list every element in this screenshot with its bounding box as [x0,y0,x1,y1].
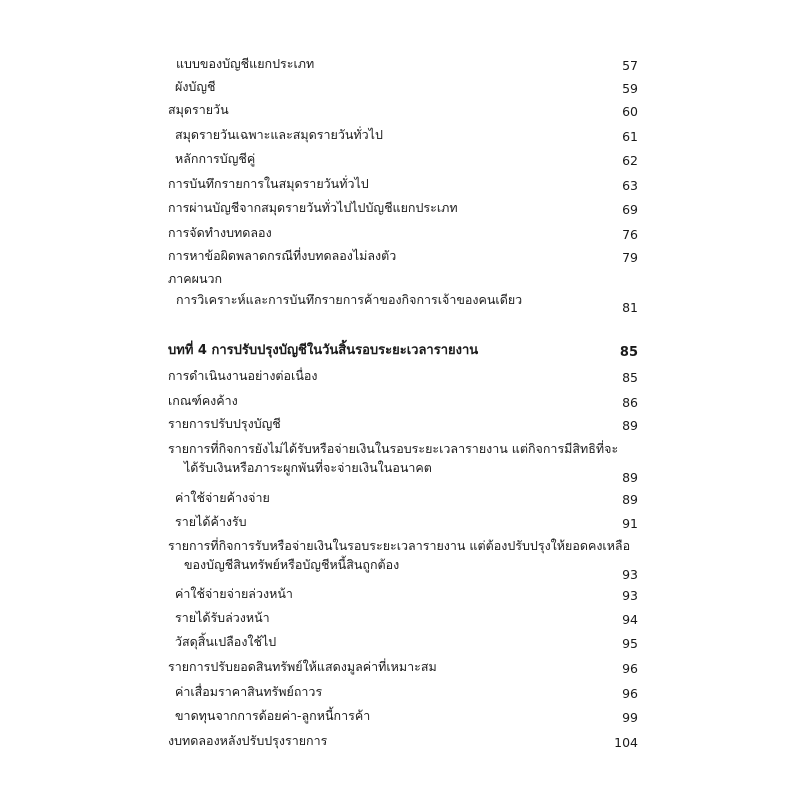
toc-entry-page: 104 [614,735,638,750]
toc-entry-page: 95 [622,636,638,651]
toc-entry-page: 79 [622,250,638,265]
toc-entry-title: ค่าใช้จ่ายจ่ายล่วงหน้า [175,586,293,601]
toc-entry-page: 60 [622,104,638,119]
chapter-title: บทที่ 4 การปรับปรุงบัญชีในวันสิ้นรอบระยะเวลารายงาน [168,343,479,358]
toc-entry-title: ของบัญชีสินทรัพย์หรือบัญชีหนี้สินถูกต้อง [184,557,400,572]
toc-entry-page: 85 [622,370,638,385]
toc-entry-title: รายได้ค้างรับ [175,514,247,529]
toc-entry-page: 93 [622,567,638,582]
toc-entry-title: ขาดทุนจากการด้อยค่า-ลูกหนี้การค้า [175,708,371,723]
toc-entry-page: 86 [622,395,638,410]
toc-entry-page: 89 [622,418,638,433]
toc-entry-page: 89 [622,470,638,485]
toc-entry-page: 63 [622,178,638,193]
toc-entry-page: 57 [622,58,638,73]
toc-entry-title: วัสดุสิ้นเปลืองใช้ไป [175,634,277,649]
toc-entry-title: ค่าเสื่อมราคาสินทรัพย์ถาวร [175,684,323,699]
toc-entry-page: 96 [622,661,638,676]
toc-entry-title: สมุดรายวัน [168,102,229,117]
toc-entry-page: 81 [622,300,638,315]
toc-entry-title: งบทดลองหลังปรับปรุงรายการ [168,733,328,748]
toc-entry-title: ผังบัญชี [175,79,216,94]
toc-entry-title: ค่าใช้จ่ายค้างจ่าย [175,490,270,505]
toc-entry-title: ได้รับเงินหรือภาระผูกพันที่จะจ่ายเงินในอนาคต [184,460,432,475]
toc-entry-title: การวิเคราะห์และการบันทึกรายการค้าของกิจการเจ้าของคนเดียว [176,292,523,307]
toc-entry-page: 59 [622,81,638,96]
toc-entry-title: แบบของบัญชีแยกประเภท [176,56,315,71]
toc-entry-page: 91 [622,516,638,531]
toc-entry-title: การหาข้อผิดพลาดกรณีที่งบทดลองไม่ลงตัว [168,248,397,263]
toc-entry-title: รายการที่กิจการยังไม่ได้รับหรือจ่ายเงินในรอบระยะเวลารายงาน แต่กิจการมีสิทธิที่จะ [168,441,619,456]
toc-entry-title: การดำเนินงานอย่างต่อเนื่อง [168,368,318,383]
toc-entry-page: 76 [622,227,638,242]
toc-entry-page: 94 [622,612,638,627]
toc-entry-title: การผ่านบัญชีจากสมุดรายวันทั่วไปไปบัญชีแยกประเภท [168,200,458,215]
toc-entry-title: เกณฑ์คงค้าง [168,393,238,408]
toc-entry-page: 85 [619,345,638,360]
toc-entry-page: 96 [622,686,638,701]
toc-entry-title: สมุดรายวันเฉพาะและสมุดรายวันทั่วไป [175,127,383,142]
toc-entry-page: 61 [622,129,638,144]
toc-entry-title: รายการที่กิจการรับหรือจ่ายเงินในรอบระยะเวลารายงาน แต่ต้องปรับปรุงให้ยอดคงเหลือ [168,538,631,553]
toc-entry-page: 69 [622,202,638,217]
toc-section-heading: ภาคผนวก [168,271,223,286]
toc-entry-page: 89 [622,492,638,507]
toc-entry-page: 62 [622,153,638,168]
toc-entry-title: หลักการบัญชีคู่ [175,151,256,166]
toc-entry-title: การบันทึกรายการในสมุดรายวันทั่วไป [168,176,369,191]
toc-entry-title: รายการปรับยอดสินทรัพย์ให้แสดงมูลค่าที่เหมาะสม [168,659,437,674]
toc-entry-title: การจัดทำงบทดลอง [168,225,272,240]
toc-entry-page: 99 [622,710,638,725]
toc-entry-page: 93 [622,588,638,603]
toc-entry-title: รายการปรับปรุงบัญชี [168,416,281,431]
toc-entry-title: รายได้รับล่วงหน้า [175,610,270,625]
